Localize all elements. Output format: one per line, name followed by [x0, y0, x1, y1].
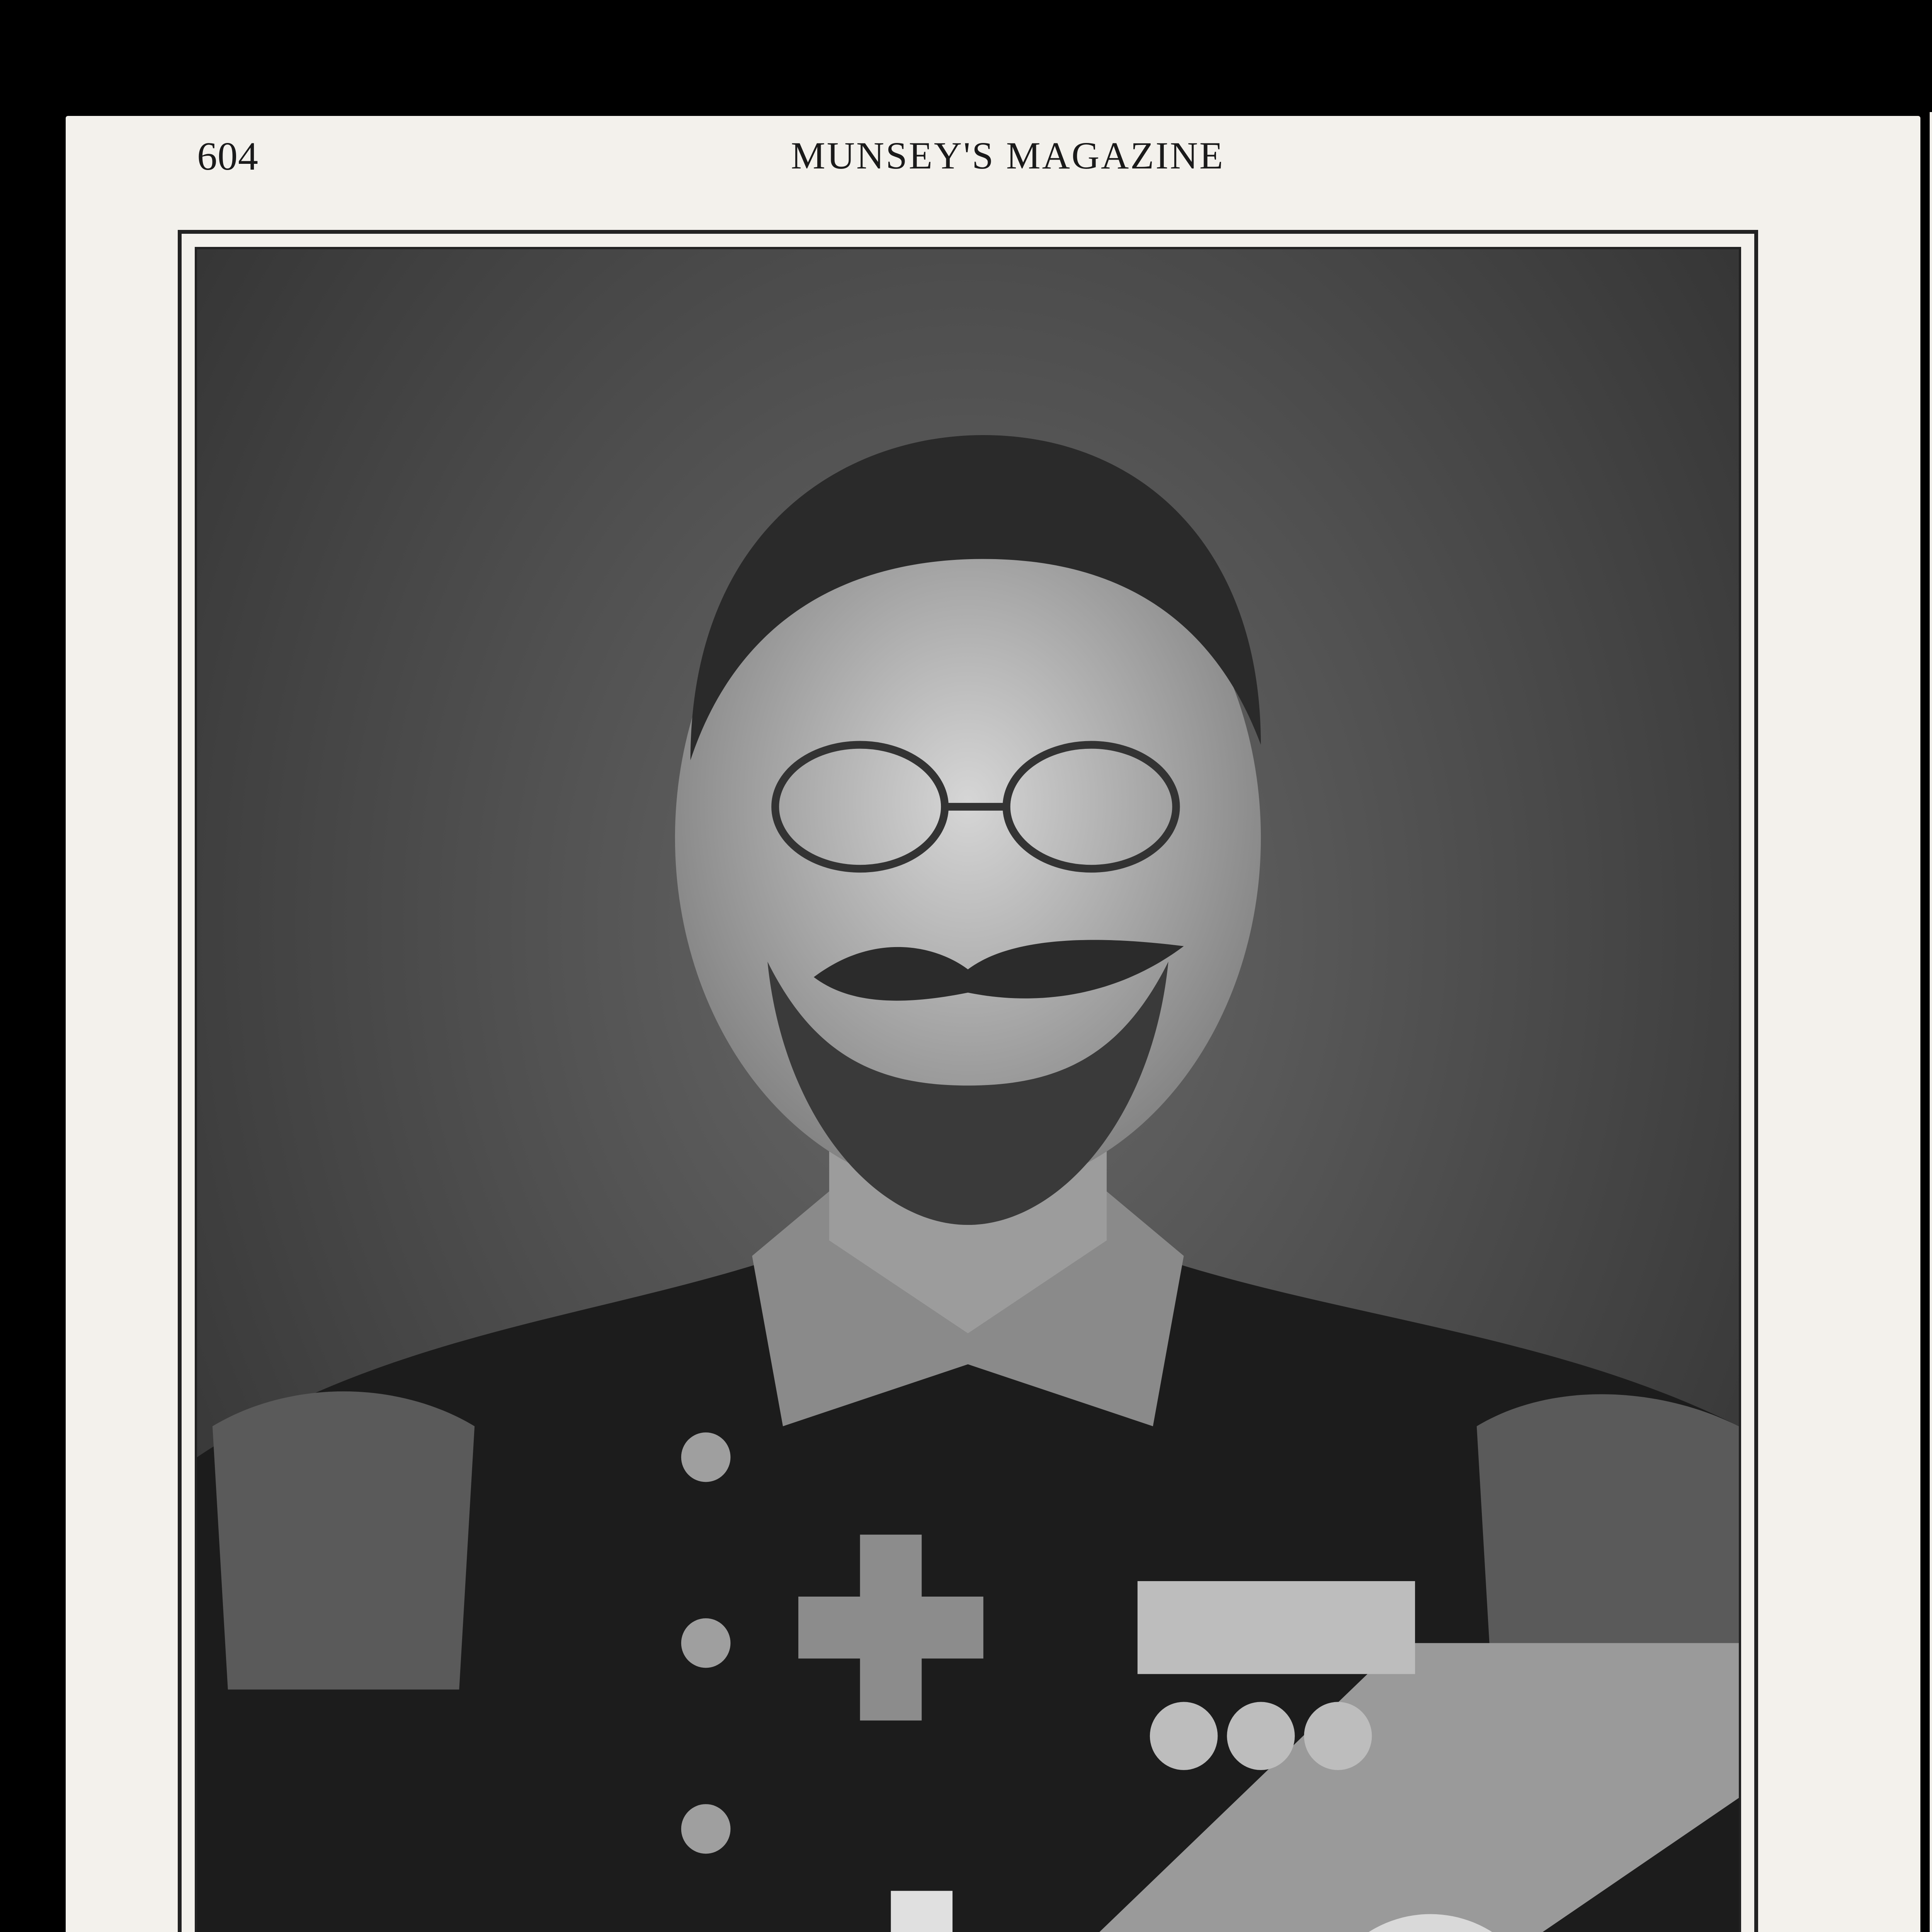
page-number: 604: [197, 134, 259, 179]
photo-frame-inner: [195, 247, 1741, 1932]
page-header: [0, 133, 1932, 187]
portrait-photo: [197, 249, 1739, 1932]
running-head: MUNSEY'S MAGAZINE: [791, 134, 1225, 177]
photo-frame: [178, 230, 1758, 1932]
